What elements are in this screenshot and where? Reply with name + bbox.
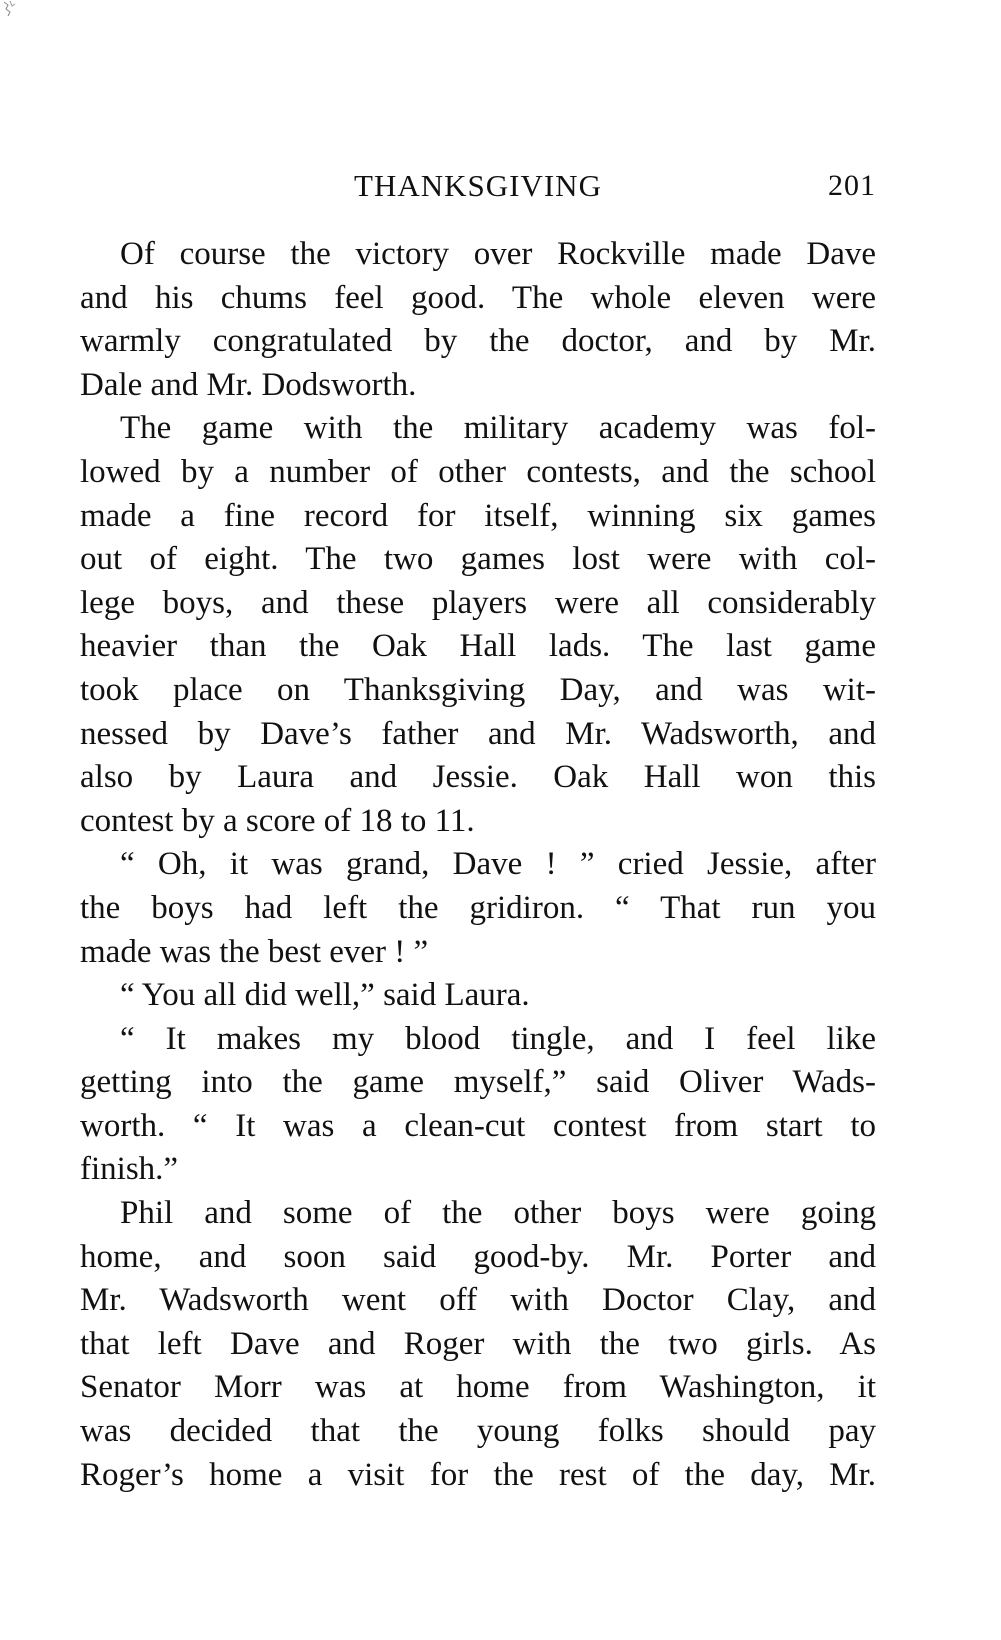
text-line: worth. “ It was a clean-cut contest from start to bbox=[80, 1107, 876, 1144]
text-line: the boys had left the gridiron. “ That run you bbox=[80, 889, 876, 926]
text-line: made a fine record for itself, winning six games bbox=[80, 497, 876, 534]
body-text bbox=[80, 233, 876, 1497]
text-line: getting into the game myself,” said Oliver Wads- bbox=[80, 1064, 876, 1101]
text-line: took place on Thanksgiving Day, and was wit- bbox=[80, 671, 876, 708]
running-title: THANKSGIVING bbox=[354, 168, 602, 203]
text-line: also by Laura and Jessie. Oak Hall won this bbox=[80, 759, 876, 796]
text-line: made was the best ever ! ” bbox=[80, 933, 429, 970]
text-line: and his chums feel good. The whole eleven were bbox=[80, 279, 876, 316]
text-line: Mr. Wadsworth went off with Doctor Clay, and bbox=[80, 1282, 876, 1319]
text-line: Roger’s home a visit for the rest of the day, Mr. bbox=[80, 1456, 876, 1493]
text-line: “ Oh, it was grand, Dave ! ” cried Jessie, after bbox=[120, 846, 876, 883]
running-head bbox=[80, 166, 876, 206]
text-line: “ It makes my blood tingle, and I feel like bbox=[120, 1020, 876, 1057]
text-line: Senator Morr was at home from Washington, it bbox=[80, 1369, 876, 1406]
text-line: warmly congratulated by the doctor, and by Mr. bbox=[80, 323, 876, 360]
text-line: Phil and some of the other boys were going bbox=[120, 1195, 876, 1232]
text-line: out of eight. The two games lost were with col- bbox=[80, 541, 876, 578]
text-line: “ You all did well,” said Laura. bbox=[120, 977, 530, 1014]
text-line: finish.” bbox=[80, 1151, 179, 1188]
page-number: 201 bbox=[828, 169, 876, 202]
text-line: lege boys, and these players were all considerably bbox=[80, 584, 876, 621]
text-line: Of course the victory over Rockville made Dave bbox=[120, 236, 876, 272]
scan-speck-mark bbox=[2, 0, 20, 18]
text-line: that left Dave and Roger with the two girls. As bbox=[80, 1325, 876, 1362]
text-line: contest by a score of 18 to 11. bbox=[80, 802, 475, 839]
text-line: heavier than the Oak Hall lads. The last game bbox=[80, 628, 876, 665]
text-line: nessed by Dave’s father and Mr. Wadsworth, and bbox=[80, 715, 876, 752]
text-line: was decided that the young folks should pay bbox=[80, 1413, 876, 1450]
text-line: lowed by a number of other contests, and the school bbox=[80, 453, 876, 490]
text-line: Dale and Mr. Dodsworth. bbox=[80, 366, 417, 403]
text-line: home, and soon said good-by. Mr. Porter and bbox=[80, 1238, 876, 1275]
text-line: The game with the military academy was fol- bbox=[120, 410, 876, 447]
